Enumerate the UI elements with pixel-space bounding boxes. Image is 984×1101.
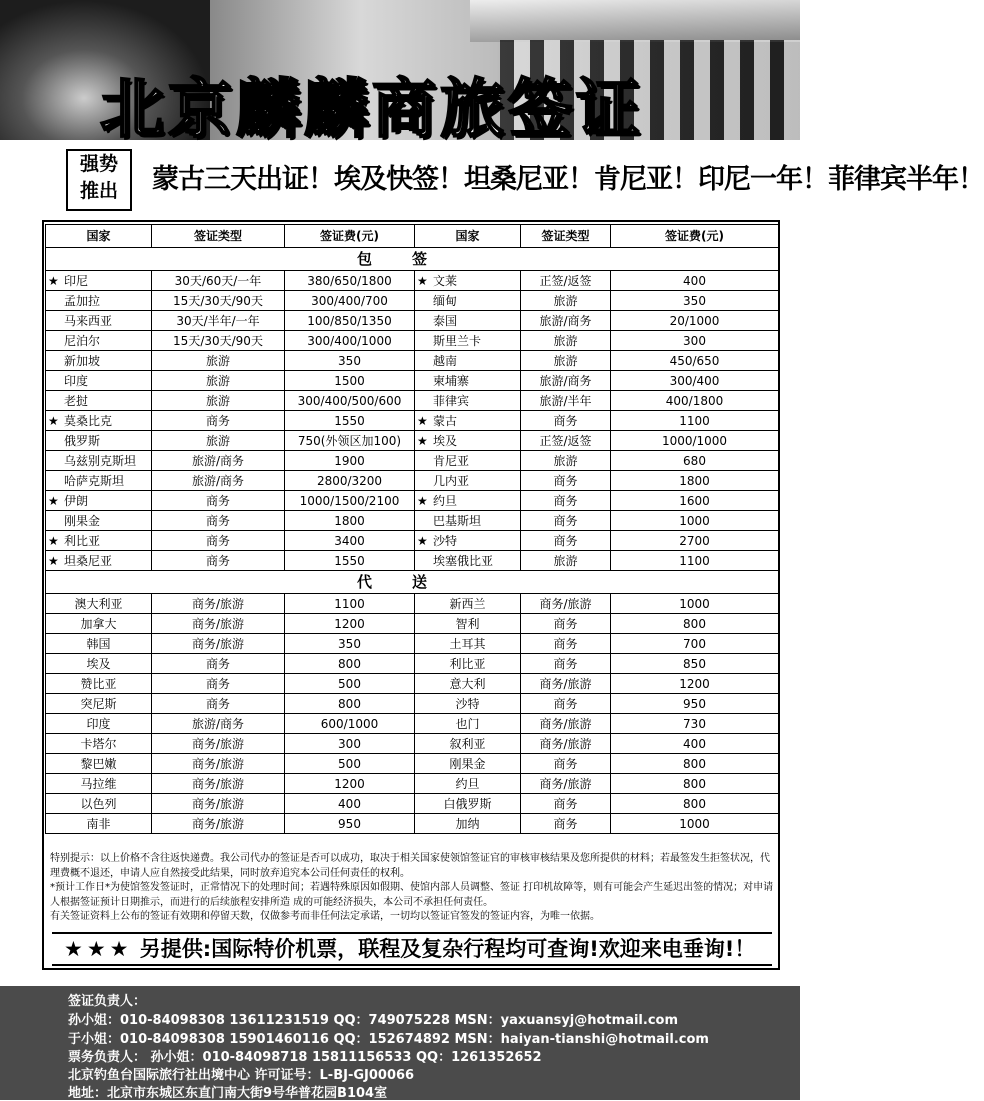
- country-cell: 刚果金: [415, 754, 521, 774]
- visa-type-cell: 商务: [152, 694, 285, 714]
- visa-contact-label: 签证负责人：: [68, 994, 147, 1009]
- country-cell: [46, 431, 152, 451]
- visa-fee-cell: 1550: [285, 411, 415, 431]
- country-cell: [415, 291, 521, 311]
- visa-fee-cell: 1800: [285, 511, 415, 531]
- visa-fee-cell: 700: [611, 634, 779, 654]
- visa-type-cell: 旅游: [521, 331, 611, 351]
- visa-type-cell: 商务: [521, 471, 611, 491]
- visa-type-cell: 商务/旅游: [152, 614, 285, 634]
- table-row: [46, 634, 779, 654]
- country-cell: [415, 431, 521, 451]
- visa-type-cell: 旅游: [152, 431, 285, 451]
- visa-fee-cell: 300/400: [611, 371, 779, 391]
- country-cell: 加拿大: [46, 614, 152, 634]
- visa-type-cell: 商务: [521, 694, 611, 714]
- visa-type-cell: 商务/旅游: [152, 754, 285, 774]
- country-cell: 埃及: [46, 654, 152, 674]
- country-name: 俄罗斯: [64, 433, 101, 448]
- country-cell: 澳大利亚: [46, 594, 152, 614]
- country-name: 印度: [64, 373, 89, 388]
- country-cell: [46, 351, 152, 371]
- promo-headline: 蒙古三天出证！埃及快签！坦桑尼亚！肯尼亚！印尼一年！菲律宾半年！: [152, 164, 984, 195]
- country-name: 几内亚: [433, 473, 470, 488]
- visa-fee-cell: 600/1000: [285, 714, 415, 734]
- visa-fee-cell: 730: [611, 714, 779, 734]
- visa-type-cell: 旅游/商务: [521, 311, 611, 331]
- special-notes: [50, 852, 775, 925]
- country-cell: [46, 271, 152, 291]
- visa-type-cell: 商务: [152, 531, 285, 551]
- country-name: 乌兹别克斯坦: [64, 453, 137, 468]
- visa-fee-cell: 800: [611, 754, 779, 774]
- visa-fee-cell: 300: [285, 734, 415, 754]
- country-name: 巴基斯坦: [433, 513, 482, 528]
- col-header: 签证类型: [152, 225, 285, 248]
- visa-type-cell: 旅游/商务: [152, 451, 285, 471]
- table-row: [46, 551, 779, 571]
- badge-line-2: 推出: [79, 180, 118, 202]
- star-icon: ★: [417, 533, 428, 548]
- visa-type-cell: 商务/旅游: [521, 594, 611, 614]
- visa-type-cell: 商务: [521, 754, 611, 774]
- promo-strip: [0, 143, 984, 213]
- country-cell: 马拉维: [46, 774, 152, 794]
- visa-fee-cell: 800: [285, 694, 415, 714]
- col-header: 国家: [46, 225, 152, 248]
- visa-fee-cell: 1100: [611, 551, 779, 571]
- visa-type-cell: 正签/返签: [521, 431, 611, 451]
- table-row: [46, 411, 779, 431]
- header-banner: [0, 0, 800, 147]
- star-icon: ★: [417, 413, 428, 428]
- visa-fee-cell: 1200: [285, 774, 415, 794]
- visa-fee-cell: 350: [285, 351, 415, 371]
- table-row: [46, 291, 779, 311]
- col-header: 签证费(元): [285, 225, 415, 248]
- contact-footer: [0, 986, 800, 1100]
- country-name: 埃及: [433, 433, 458, 448]
- visa-type-cell: 商务: [521, 411, 611, 431]
- visa-fee-cell: 800: [611, 794, 779, 814]
- star-icon: ★: [417, 493, 428, 508]
- visa-type-cell: 商务: [152, 674, 285, 694]
- country-cell: [415, 271, 521, 291]
- country-cell: 也门: [415, 714, 521, 734]
- country-cell: [415, 331, 521, 351]
- visa-fee-cell: 350: [611, 291, 779, 311]
- country-name: 肯尼亚: [433, 453, 470, 468]
- visa-type-cell: 商务: [521, 614, 611, 634]
- visa-fee-cell: 400/1800: [611, 391, 779, 411]
- table-row: [46, 391, 779, 411]
- visa-type-cell: 商务/旅游: [521, 734, 611, 754]
- agency-license: 北京钓鱼台国际旅行社出境中心 许可证号：L-BJ-GJ00066: [68, 1068, 415, 1083]
- country-cell: [46, 451, 152, 471]
- ticket-offer-text: 另提供:国际特价机票，联程及复杂行程均可查询!欢迎来电垂询!！: [139, 937, 756, 961]
- visa-type-cell: 商务: [521, 654, 611, 674]
- country-name: 尼泊尔: [64, 333, 101, 348]
- visa-fee-cell: 100/850/1350: [285, 311, 415, 331]
- note-line: 有关签证资料上公布的签证有效期和停留天数，仅做参考而非任何法定承诺，一切均以签证官签发的签证内容，为唯一依据。: [50, 911, 600, 922]
- country-name: 新加坡: [64, 353, 101, 368]
- visa-type-cell: 30天/60天/一年: [152, 271, 285, 291]
- star-icon: ★: [48, 533, 59, 548]
- visa-price-table-body: [46, 225, 779, 834]
- visa-fee-cell: 850: [611, 654, 779, 674]
- country-name: 约旦: [433, 493, 458, 508]
- country-cell: [46, 291, 152, 311]
- star-icon: ★: [48, 413, 59, 428]
- country-cell: 加纳: [415, 814, 521, 834]
- country-name: 柬埔寨: [433, 373, 470, 388]
- visa-type-cell: 商务: [152, 411, 285, 431]
- country-cell: 土耳其: [415, 634, 521, 654]
- visa-fee-cell: 300/400/500/600: [285, 391, 415, 411]
- contact-sun: 孙小姐：010-84098308 13611231519 QQ：749075228 MSN：yaxuansyj@hotmail.com: [68, 1013, 678, 1028]
- country-name: 坦桑尼亚: [64, 553, 113, 568]
- visa-type-cell: 商务/旅游: [521, 714, 611, 734]
- table-row: [46, 714, 779, 734]
- visa-fee-cell: 1550: [285, 551, 415, 571]
- visa-fee-cell: 800: [611, 614, 779, 634]
- country-name: 伊朗: [64, 493, 89, 508]
- country-cell: [415, 551, 521, 571]
- visa-type-cell: 商务/旅游: [521, 774, 611, 794]
- country-cell: 智利: [415, 614, 521, 634]
- visa-type-cell: 商务: [152, 654, 285, 674]
- visa-fee-cell: 350: [285, 634, 415, 654]
- visa-type-cell: 旅游: [152, 371, 285, 391]
- visa-fee-cell: 380/650/1800: [285, 271, 415, 291]
- visa-fee-cell: 20/1000: [611, 311, 779, 331]
- country-name: 老挝: [64, 393, 89, 408]
- visa-type-cell: 旅游: [521, 551, 611, 571]
- visa-fee-cell: 1200: [285, 614, 415, 634]
- country-cell: 新西兰: [415, 594, 521, 614]
- star-icon: ★: [48, 273, 59, 288]
- country-cell: 沙特: [415, 694, 521, 714]
- visa-fee-cell: 950: [611, 694, 779, 714]
- country-cell: [415, 471, 521, 491]
- table-row: [46, 471, 779, 491]
- visa-type-cell: 旅游/商务: [152, 714, 285, 734]
- country-cell: 南非: [46, 814, 152, 834]
- table-row: [46, 511, 779, 531]
- visa-fee-cell: 400: [611, 271, 779, 291]
- country-name: 刚果金: [64, 513, 101, 528]
- country-cell: [415, 451, 521, 471]
- country-name: 哈萨克斯坦: [64, 473, 125, 488]
- country-cell: [415, 511, 521, 531]
- country-cell: [46, 331, 152, 351]
- visa-type-cell: 正签/返签: [521, 271, 611, 291]
- star-icons: ★★★: [64, 937, 133, 961]
- visa-type-cell: 旅游: [521, 291, 611, 311]
- visa-type-cell: 商务: [152, 511, 285, 531]
- table-row: [46, 331, 779, 351]
- country-name: 沙特: [433, 533, 458, 548]
- note-line: *预计工作日*为使馆签发签证时，正常情况下的处理时间；若遇特殊原因如假期、使馆内部人员调整、签证 打印机故障等，则有可能会产生延迟出签的情况；对申请人根据签证预计日期推示，而进行的后续旅程安排所造 成的可能经济损失，本公司不承担任何责任。: [50, 882, 774, 908]
- visa-type-cell: 商务/旅游: [521, 674, 611, 694]
- visa-type-cell: 商务/旅游: [152, 794, 285, 814]
- visa-type-cell: 商务: [521, 511, 611, 531]
- visa-type-cell: 商务: [521, 491, 611, 511]
- visa-type-cell: 商务: [521, 634, 611, 654]
- visa-type-cell: 商务/旅游: [152, 634, 285, 654]
- visa-type-cell: 商务/旅游: [152, 594, 285, 614]
- country-name: 越南: [433, 353, 458, 368]
- visa-fee-cell: 300/400/700: [285, 291, 415, 311]
- visa-type-cell: 旅游/商务: [521, 371, 611, 391]
- table-row: [46, 531, 779, 551]
- country-cell: 黎巴嫩: [46, 754, 152, 774]
- badge-line-1: 强势: [79, 153, 118, 175]
- country-cell: [46, 511, 152, 531]
- visa-type-cell: 商务: [152, 551, 285, 571]
- country-cell: 印度: [46, 714, 152, 734]
- visa-fee-cell: 750(外领区加100): [285, 431, 415, 451]
- country-cell: 卡塔尔: [46, 734, 152, 754]
- country-cell: 意大利: [415, 674, 521, 694]
- country-cell: [415, 391, 521, 411]
- contact-ticketing: 票务负责人： 孙小姐：010-84098718 15811156533 QQ：1261352652: [68, 1050, 542, 1065]
- visa-fee-cell: 1200: [611, 674, 779, 694]
- table-row: [46, 271, 779, 291]
- country-cell: [415, 531, 521, 551]
- section-row: [46, 571, 779, 594]
- ticket-offer-banner: [52, 932, 772, 966]
- visa-fee-cell: 1600: [611, 491, 779, 511]
- visa-fee-cell: 1000: [611, 594, 779, 614]
- visa-type-cell: 旅游: [521, 351, 611, 371]
- visa-fee-cell: 400: [611, 734, 779, 754]
- star-icon: ★: [48, 553, 59, 568]
- building-roof-photo: [470, 0, 800, 42]
- table-row: [46, 774, 779, 794]
- visa-fee-cell: 950: [285, 814, 415, 834]
- country-cell: [415, 491, 521, 511]
- visa-price-table: [45, 224, 779, 834]
- visa-fee-cell: 1800: [611, 471, 779, 491]
- country-cell: [415, 351, 521, 371]
- visa-price-panel: [42, 220, 780, 970]
- country-cell: [46, 551, 152, 571]
- country-cell: [46, 371, 152, 391]
- country-cell: 突尼斯: [46, 694, 152, 714]
- section-title: 包签: [46, 248, 779, 271]
- visa-type-cell: 商务: [521, 814, 611, 834]
- visa-fee-cell: 1000/1000: [611, 431, 779, 451]
- country-cell: 白俄罗斯: [415, 794, 521, 814]
- country-name: 埃塞俄比亚: [433, 553, 494, 568]
- star-icon: ★: [48, 493, 59, 508]
- country-name: 马来西亚: [64, 313, 113, 328]
- country-cell: [46, 311, 152, 331]
- star-icon: ★: [417, 433, 428, 448]
- col-header: 签证类型: [521, 225, 611, 248]
- promo-badge: [66, 149, 132, 211]
- country-name: 文莱: [433, 273, 458, 288]
- country-name: 利比亚: [64, 533, 101, 548]
- country-name: 印尼: [64, 273, 89, 288]
- country-name: 泰国: [433, 313, 458, 328]
- visa-type-cell: 15天/30天/90天: [152, 331, 285, 351]
- country-name: 缅甸: [433, 293, 458, 308]
- visa-type-cell: 30天/半年/一年: [152, 311, 285, 331]
- table-row: [46, 594, 779, 614]
- visa-fee-cell: 1500: [285, 371, 415, 391]
- col-header: 国家: [415, 225, 521, 248]
- visa-fee-cell: 2700: [611, 531, 779, 551]
- country-cell: [415, 411, 521, 431]
- visa-fee-cell: 800: [611, 774, 779, 794]
- visa-fee-cell: 3400: [285, 531, 415, 551]
- visa-type-cell: 商务: [521, 794, 611, 814]
- country-cell: [415, 371, 521, 391]
- visa-type-cell: 商务: [152, 491, 285, 511]
- table-row: [46, 754, 779, 774]
- contact-yu: 于小姐：010-84098308 15901460116 QQ：152674892 MSN：haiyan-tianshi@hotmail.com: [68, 1032, 709, 1047]
- visa-fee-cell: 400: [285, 794, 415, 814]
- country-name: 菲律宾: [433, 393, 470, 408]
- visa-fee-cell: 1100: [285, 594, 415, 614]
- table-row: [46, 674, 779, 694]
- table-row: [46, 794, 779, 814]
- table-row: [46, 351, 779, 371]
- address: 地址：北京市东城区东直门南大街9号华普花园B104室: [68, 1086, 388, 1101]
- section-row: [46, 248, 779, 271]
- table-row: [46, 614, 779, 634]
- star-icon: ★: [417, 273, 428, 288]
- section-title: 代送: [46, 571, 779, 594]
- visa-fee-cell: 680: [611, 451, 779, 471]
- page-title: 北京麟麟商旅签证: [100, 73, 644, 147]
- visa-type-cell: 商务/旅游: [152, 814, 285, 834]
- visa-fee-cell: 500: [285, 674, 415, 694]
- table-row: [46, 654, 779, 674]
- visa-fee-cell: 1900: [285, 451, 415, 471]
- visa-fee-cell: 450/650: [611, 351, 779, 371]
- table-row: [46, 451, 779, 471]
- country-cell: [46, 531, 152, 551]
- visa-type-cell: 商务/旅游: [152, 774, 285, 794]
- country-cell: [46, 491, 152, 511]
- table-row: [46, 814, 779, 834]
- country-cell: 韩国: [46, 634, 152, 654]
- visa-fee-cell: 1000/1500/2100: [285, 491, 415, 511]
- country-name: 孟加拉: [64, 293, 101, 308]
- visa-fee-cell: 300/400/1000: [285, 331, 415, 351]
- table-row: [46, 491, 779, 511]
- visa-fee-cell: 800: [285, 654, 415, 674]
- country-cell: 以色列: [46, 794, 152, 814]
- country-name: 蒙古: [433, 413, 458, 428]
- visa-fee-cell: 1000: [611, 814, 779, 834]
- visa-type-cell: 15天/30天/90天: [152, 291, 285, 311]
- visa-fee-cell: 300: [611, 331, 779, 351]
- visa-fee-cell: 2800/3200: [285, 471, 415, 491]
- country-cell: [46, 411, 152, 431]
- visa-type-cell: 旅游/商务: [152, 471, 285, 491]
- table-row: [46, 694, 779, 714]
- country-cell: 约旦: [415, 774, 521, 794]
- country-name: 莫桑比克: [64, 413, 113, 428]
- table-row: [46, 734, 779, 754]
- note-line: 特别提示：以上价格不含往返快递费。我公司代办的签证是否可以成功，取决于相关国家使领馆签证官的审核审核结果及您所提供的材料；若最签发生拒签状况，代理费概不退还，申请人应自然接受此结果，同时放弃追究本公司任何责任的权利。: [50, 853, 770, 879]
- country-cell: [46, 471, 152, 491]
- visa-type-cell: 商务/旅游: [152, 734, 285, 754]
- col-header: 签证费(元): [611, 225, 779, 248]
- country-cell: 叙利亚: [415, 734, 521, 754]
- table-row: [46, 431, 779, 451]
- country-name: 斯里兰卡: [433, 333, 482, 348]
- table-header-row: [46, 225, 779, 248]
- country-cell: [415, 311, 521, 331]
- country-cell: [46, 391, 152, 411]
- visa-fee-cell: 500: [285, 754, 415, 774]
- visa-fee-cell: 1100: [611, 411, 779, 431]
- table-row: [46, 311, 779, 331]
- table-row: [46, 371, 779, 391]
- visa-type-cell: 商务: [521, 531, 611, 551]
- visa-type-cell: 旅游: [521, 451, 611, 471]
- visa-type-cell: 旅游/半年: [521, 391, 611, 411]
- country-cell: 利比亚: [415, 654, 521, 674]
- visa-type-cell: 旅游: [152, 391, 285, 411]
- visa-type-cell: 旅游: [152, 351, 285, 371]
- visa-fee-cell: 1000: [611, 511, 779, 531]
- country-cell: 赞比亚: [46, 674, 152, 694]
